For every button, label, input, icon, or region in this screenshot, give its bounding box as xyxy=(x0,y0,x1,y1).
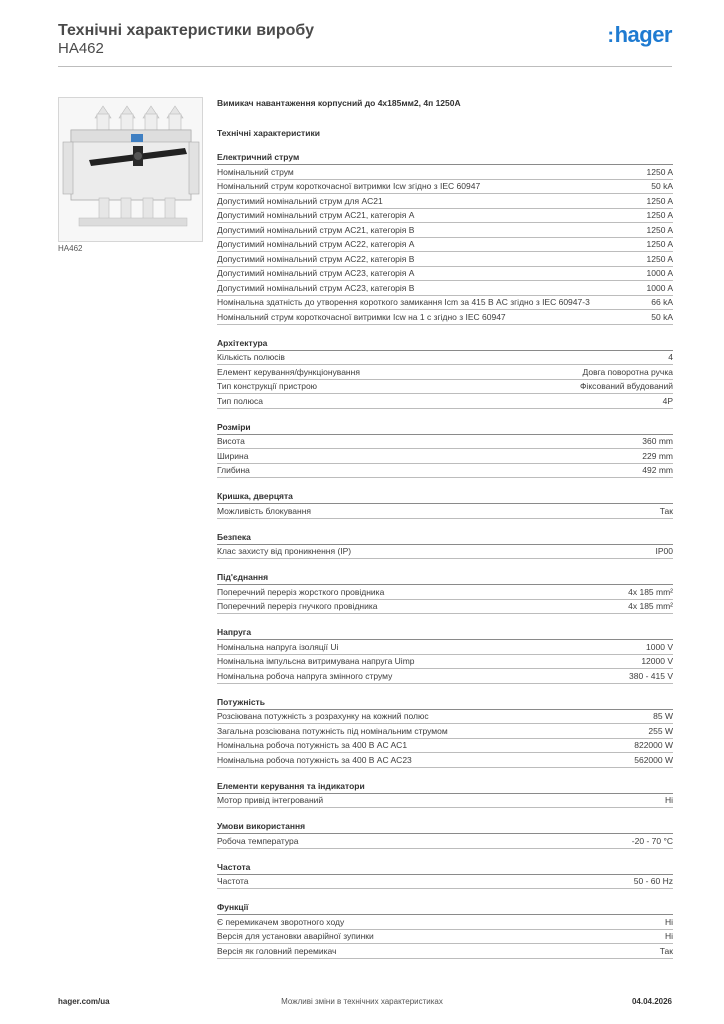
spec-row xyxy=(217,739,673,754)
spec-row xyxy=(217,930,673,945)
spec-row xyxy=(217,252,673,267)
spec-value: 492 mm xyxy=(642,465,673,475)
spec-row xyxy=(217,545,673,560)
spec-row xyxy=(217,435,673,450)
spec-value: 1250 A xyxy=(646,166,673,177)
spec-label: Допустимий номінальний струм AC22, категорія A xyxy=(217,239,415,249)
spec-value: 50 - 60 Hz xyxy=(633,876,673,886)
spec-content xyxy=(217,96,673,959)
spec-value: 4x 185 mm² xyxy=(628,601,673,611)
footer-website: hager.com/ua xyxy=(58,997,110,1006)
spec-value: 822000 W xyxy=(634,740,673,750)
spec-label: Номінальний струм xyxy=(217,166,294,177)
spec-value: 1250 A xyxy=(646,224,673,235)
spec-label: Допустимий номінальний струм для AC21 xyxy=(217,195,383,206)
spec-value: 66 kA xyxy=(651,297,673,307)
section-heading: Під'єднання xyxy=(217,571,673,585)
spec-value: 1000 A xyxy=(646,282,673,293)
spec-section xyxy=(217,861,673,890)
spec-label: Загальна розсіювана потужність під номінальним струмом xyxy=(217,725,448,736)
spec-label: Номінальна робоча потужність за 400 В AC AC1 xyxy=(217,740,408,750)
spec-label: Кількість полюсів xyxy=(217,352,285,362)
spec-value: Фіксований вбудований xyxy=(579,381,673,391)
section-heading: Функції xyxy=(217,901,673,915)
section-heading: Розміри xyxy=(217,421,673,435)
spec-row xyxy=(217,194,673,209)
spec-section xyxy=(217,490,673,519)
spec-value: Довга поворотна ручка xyxy=(582,366,673,377)
section-heading: Напруга xyxy=(217,626,673,640)
spec-row xyxy=(217,449,673,464)
spec-row xyxy=(217,165,673,180)
spec-row xyxy=(217,281,673,296)
spec-value: 1250 A xyxy=(646,210,673,220)
spec-label: Допустимий номінальний струм AC23, категорія B xyxy=(217,282,415,293)
section-heading: Умови використання xyxy=(217,820,673,834)
spec-row xyxy=(217,296,673,311)
spec-label: Допустимий номінальний струм AC22, категорія B xyxy=(217,253,415,264)
section-heading: Електричний струм xyxy=(217,151,673,165)
spec-section xyxy=(217,151,673,325)
spec-label: Частота xyxy=(217,876,249,886)
spec-label: Тип полюса xyxy=(217,395,263,406)
spec-label: Номінальна напруга ізоляції Ui xyxy=(217,641,339,652)
spec-value: Ні xyxy=(664,916,673,927)
spec-row xyxy=(217,504,673,519)
spec-row xyxy=(217,267,673,282)
section-heading: Архітектура xyxy=(217,337,673,351)
spec-section xyxy=(217,901,673,959)
spec-row xyxy=(217,669,673,684)
spec-label: Клас захисту від проникнення (IP) xyxy=(217,546,352,556)
spec-row xyxy=(217,600,673,615)
spec-value: Ні xyxy=(664,795,673,805)
spec-value: 1250 A xyxy=(646,195,673,206)
section-heading: Кришка, дверцята xyxy=(217,490,673,504)
image-caption: HA462 xyxy=(58,244,83,253)
spec-label: Можливість блокування xyxy=(217,505,312,516)
product-image xyxy=(58,97,203,242)
spec-value: 1250 A xyxy=(646,253,673,264)
header-divider xyxy=(58,66,672,67)
spec-row xyxy=(217,944,673,959)
spec-label: Є перемикачем зворотного ходу xyxy=(217,916,345,927)
spec-label: Глибина xyxy=(217,465,250,475)
spec-label: Поперечний переріз жорсткого провідника xyxy=(217,586,385,597)
spec-row xyxy=(217,710,673,725)
spec-row xyxy=(217,380,673,395)
spec-value: -20 - 70 °C xyxy=(631,835,673,846)
spec-value: 562000 W xyxy=(634,754,673,765)
spec-section xyxy=(217,337,673,409)
spec-row xyxy=(217,394,673,409)
product-code: HA462 xyxy=(58,40,104,57)
spec-label: Робоча температура xyxy=(217,835,299,846)
section-heading: Елементи керування та індикатори xyxy=(217,780,673,794)
section-heading: Безпека xyxy=(217,531,673,545)
spec-label: Версія як головний перемикач xyxy=(217,945,337,956)
spec-section xyxy=(217,571,673,614)
spec-label: Номінальна імпульсна витримувана напруга Uimp xyxy=(217,656,415,666)
spec-value: 4 xyxy=(668,352,673,362)
spec-label: Допустимий номінальний струм AC21, категорія A xyxy=(217,210,415,220)
spec-row xyxy=(217,724,673,739)
spec-value: 1000 A xyxy=(646,268,673,278)
spec-row xyxy=(217,834,673,849)
spec-section xyxy=(217,820,673,849)
spec-value: 1250 A xyxy=(646,239,673,249)
spec-value: Ні xyxy=(664,931,673,941)
spec-label: Висота xyxy=(217,436,245,446)
spec-row xyxy=(217,464,673,479)
spec-label: Версія для установки аварійної зупинки xyxy=(217,931,374,941)
spec-row xyxy=(217,585,673,600)
spec-value: 50 kA xyxy=(651,311,673,322)
spec-value: 4P xyxy=(662,395,673,406)
section-heading: Потужність xyxy=(217,696,673,710)
spec-row xyxy=(217,365,673,380)
spec-label: Номінальний струм короткочасної витримки Icw згідно з IEC 60947 xyxy=(217,181,481,191)
spec-value: 255 W xyxy=(648,725,673,736)
page-header xyxy=(58,20,672,68)
spec-row xyxy=(217,875,673,890)
spec-heading: Технічні характеристики xyxy=(217,128,320,138)
logo-text: hager xyxy=(614,22,672,47)
spec-value: 360 mm xyxy=(642,436,673,446)
spec-row xyxy=(217,915,673,930)
footer-date: 04.04.2026 xyxy=(631,997,672,1006)
section-heading: Частота xyxy=(217,861,673,875)
spec-label: Номінальна робоча напруга змінного струму xyxy=(217,670,393,681)
spec-value: 1000 V xyxy=(646,641,673,652)
spec-value: IP00 xyxy=(655,546,673,556)
spec-label: Елемент керування/функціонування xyxy=(217,366,360,377)
spec-value: 12000 V xyxy=(641,656,673,666)
spec-row xyxy=(217,794,673,809)
spec-label: Номінальна робоча потужність за 400 В AC AC23 xyxy=(217,754,412,765)
spec-label: Поперечний переріз гнучкого провідника xyxy=(217,601,378,611)
spec-row xyxy=(217,640,673,655)
spec-row xyxy=(217,209,673,224)
footer-notice: Можливі зміни в технічних характеристиках xyxy=(281,997,443,1006)
spec-value: Так xyxy=(659,945,673,956)
spec-label: Розсіювана потужність з розрахунку на кожний полюс xyxy=(217,711,429,721)
spec-section xyxy=(217,531,673,560)
spec-value: 50 kA xyxy=(651,181,673,191)
spec-label: Номінальний струм короткочасної витримки Icw на 1 с згідно з IEC 60947 xyxy=(217,311,506,322)
page-title: Технічні характеристики виробу xyxy=(58,22,314,39)
spec-label: Тип конструкції пристрою xyxy=(217,381,318,391)
spec-section xyxy=(217,421,673,479)
spec-row xyxy=(217,655,673,670)
spec-value: 229 mm xyxy=(642,450,673,461)
hager-logo: :hager xyxy=(607,22,672,47)
spec-row xyxy=(217,351,673,366)
spec-label: Допустимий номінальний струм AC21, категорія B xyxy=(217,224,415,235)
spec-section xyxy=(217,626,673,684)
spec-label: Мотор привід інтегрований xyxy=(217,795,324,805)
spec-value: 4x 185 mm² xyxy=(628,586,673,597)
spec-label: Номінальна здатність до утворення короткого замикання Icm за 415 В AC згідно з IEC 60947-3 xyxy=(217,297,590,307)
spec-value: Так xyxy=(659,505,673,516)
switch-disconnector-illustration xyxy=(59,98,202,241)
spec-section xyxy=(217,780,673,809)
spec-row xyxy=(217,753,673,768)
spec-sections xyxy=(217,151,673,959)
spec-row xyxy=(217,223,673,238)
spec-value: 380 - 415 V xyxy=(629,670,673,681)
spec-section xyxy=(217,696,673,768)
spec-row xyxy=(217,180,673,195)
product-name: Вимикач навантаження корпусний до 4x185мм2, 4п 1250А xyxy=(217,98,461,108)
spec-label: Ширина xyxy=(217,450,249,461)
spec-value: 85 W xyxy=(653,711,673,721)
spec-row xyxy=(217,238,673,253)
spec-label: Допустимий номінальний струм AC23, категорія A xyxy=(217,268,415,278)
spec-row xyxy=(217,310,673,325)
